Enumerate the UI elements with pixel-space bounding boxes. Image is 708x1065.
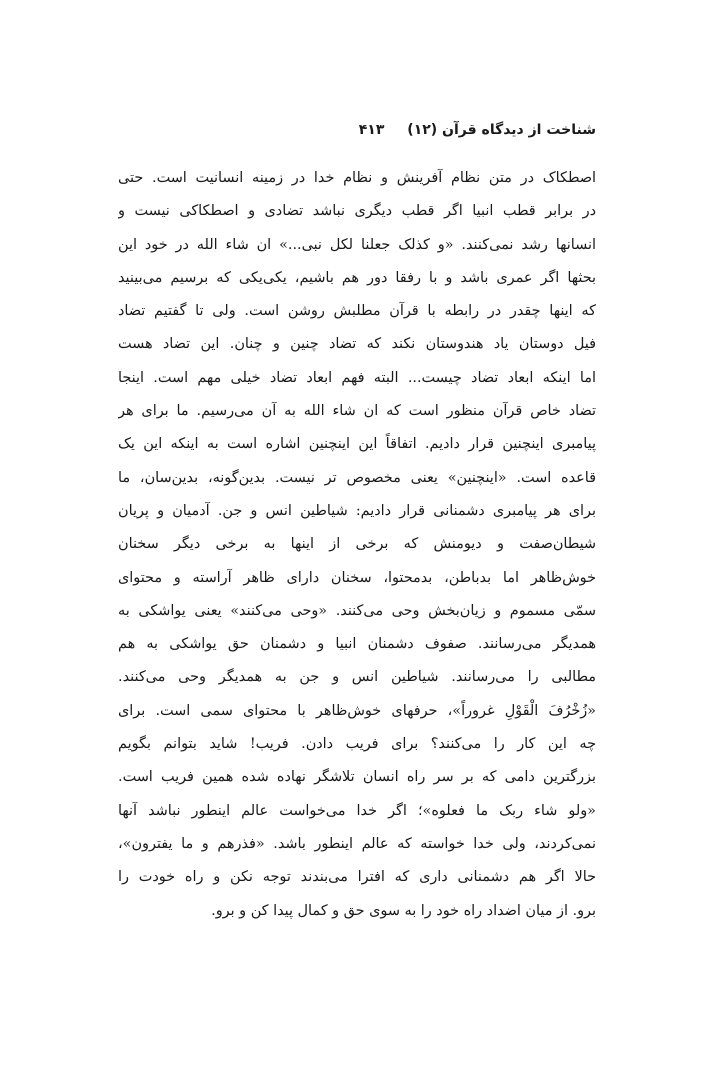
text-line: برو. از میان اضداد راه خود را به سوی حق و کمال پیدا کن و برو.: [211, 902, 596, 919]
text-line: قاعده است. «اینچنین» یعنی مخصوص تر نیست. بدین‌گونه، بدین‌سان، ما: [118, 469, 596, 486]
chapter-title: شناخت از دیدگاه قرآن (۱۲): [407, 122, 596, 138]
text-line: فیل دوستان یاد هندوستان نکند که تضاد چنین و چنان. این تضاد هست: [118, 336, 596, 353]
text-line: اصطکاک در متن نظام آفرینش و نظام خدا در زمینه انسانیت است. حتی: [118, 170, 596, 186]
text-line: نمی‌کردند، ولی خدا خواسته که عالم اینطور باشد. «فذرهم و ما یفترون»،: [118, 835, 596, 852]
text-line: بزرگترین دامی که بر سر راه انسان تلاشگر نهاده شده همین فریب است.: [118, 769, 596, 786]
text-line: چه این کار را می‌کنند؟ برای فریب دادن. فریب! شاید بتوانم بگویم: [118, 736, 596, 753]
text-line: تضاد خاص قرآن منظور است که ان شاء الله به آن می‌رسیم. ما برای هر: [118, 403, 596, 420]
running-header: [118, 122, 596, 138]
text-line: خوش‌ظاهر اما بدباطن، بدمحتوا، سخنان دارای ظاهر آراسته و محتوای: [118, 569, 596, 586]
text-line: حالا اگر هم دشمنانی داری که افترا می‌بندند توجه نکن و راه خودت را: [118, 869, 596, 886]
text-line: در برابر قطب انبیا اگر قطب دیگری نباشد تضادی و اصطکاکی نیست و: [118, 203, 596, 220]
page-number: ۴۱۳: [358, 122, 385, 138]
text-line: پیامبری اینچنین قرار دادیم. اتفاقاً این اینچنین اشاره است به اینکه این یک: [118, 436, 596, 453]
text-line: که اینها چقدر در رابطه با قرآن مطلبش روشن است. ولی تا گفتیم تضاد: [118, 303, 596, 320]
text-line: مطالبی را می‌رسانند. شیاطین انس و جن به همدیگر وحی می‌کنند.: [118, 669, 596, 686]
text-line: بحثها اگر عمری باشد و با رفقا دور هم باشیم، یکی‌یکی که برسیم می‌بینید: [118, 269, 596, 286]
body-text: [118, 163, 596, 929]
text-line: سمّی مسموم و زیان‌بخش وحی می‌کنند. «وحی می‌کنند» یعنی یواشکی به: [118, 602, 596, 619]
text-line: برای هر پیامبری دشمنانی قرار دادیم: شیاطین انس و جن. آدمیان و پریان: [118, 502, 596, 519]
text-line: همدیگر می‌رسانند. صفوف دشمنان انبیا و دشمنان حق یواشکی به هم: [118, 636, 596, 653]
text-line: «ولو شاء ربک ما فعلوه»؛ اگر خدا می‌خواست عالم اینطور نباشد آنها: [118, 802, 596, 819]
text-line: «زُخْرُفَ الْقَوْلِ غروراً»، حرفهای خوش‌ظاهر با محتوای سمی است. برای: [118, 702, 596, 719]
text-line: اما اینکه ابعاد تضاد چیست... البته فهم ابعاد تضاد خیلی مهم است. اینجا: [118, 369, 596, 386]
text-line: انسانها رشد نمی‌کنند. «و کذلک جعلنا لکل نبی...» ان شاء الله در خود این: [118, 236, 596, 253]
text-line: شیطان‌صفت و دیومنش که برخی از اینها به برخی دیگر سخنان: [118, 536, 596, 553]
